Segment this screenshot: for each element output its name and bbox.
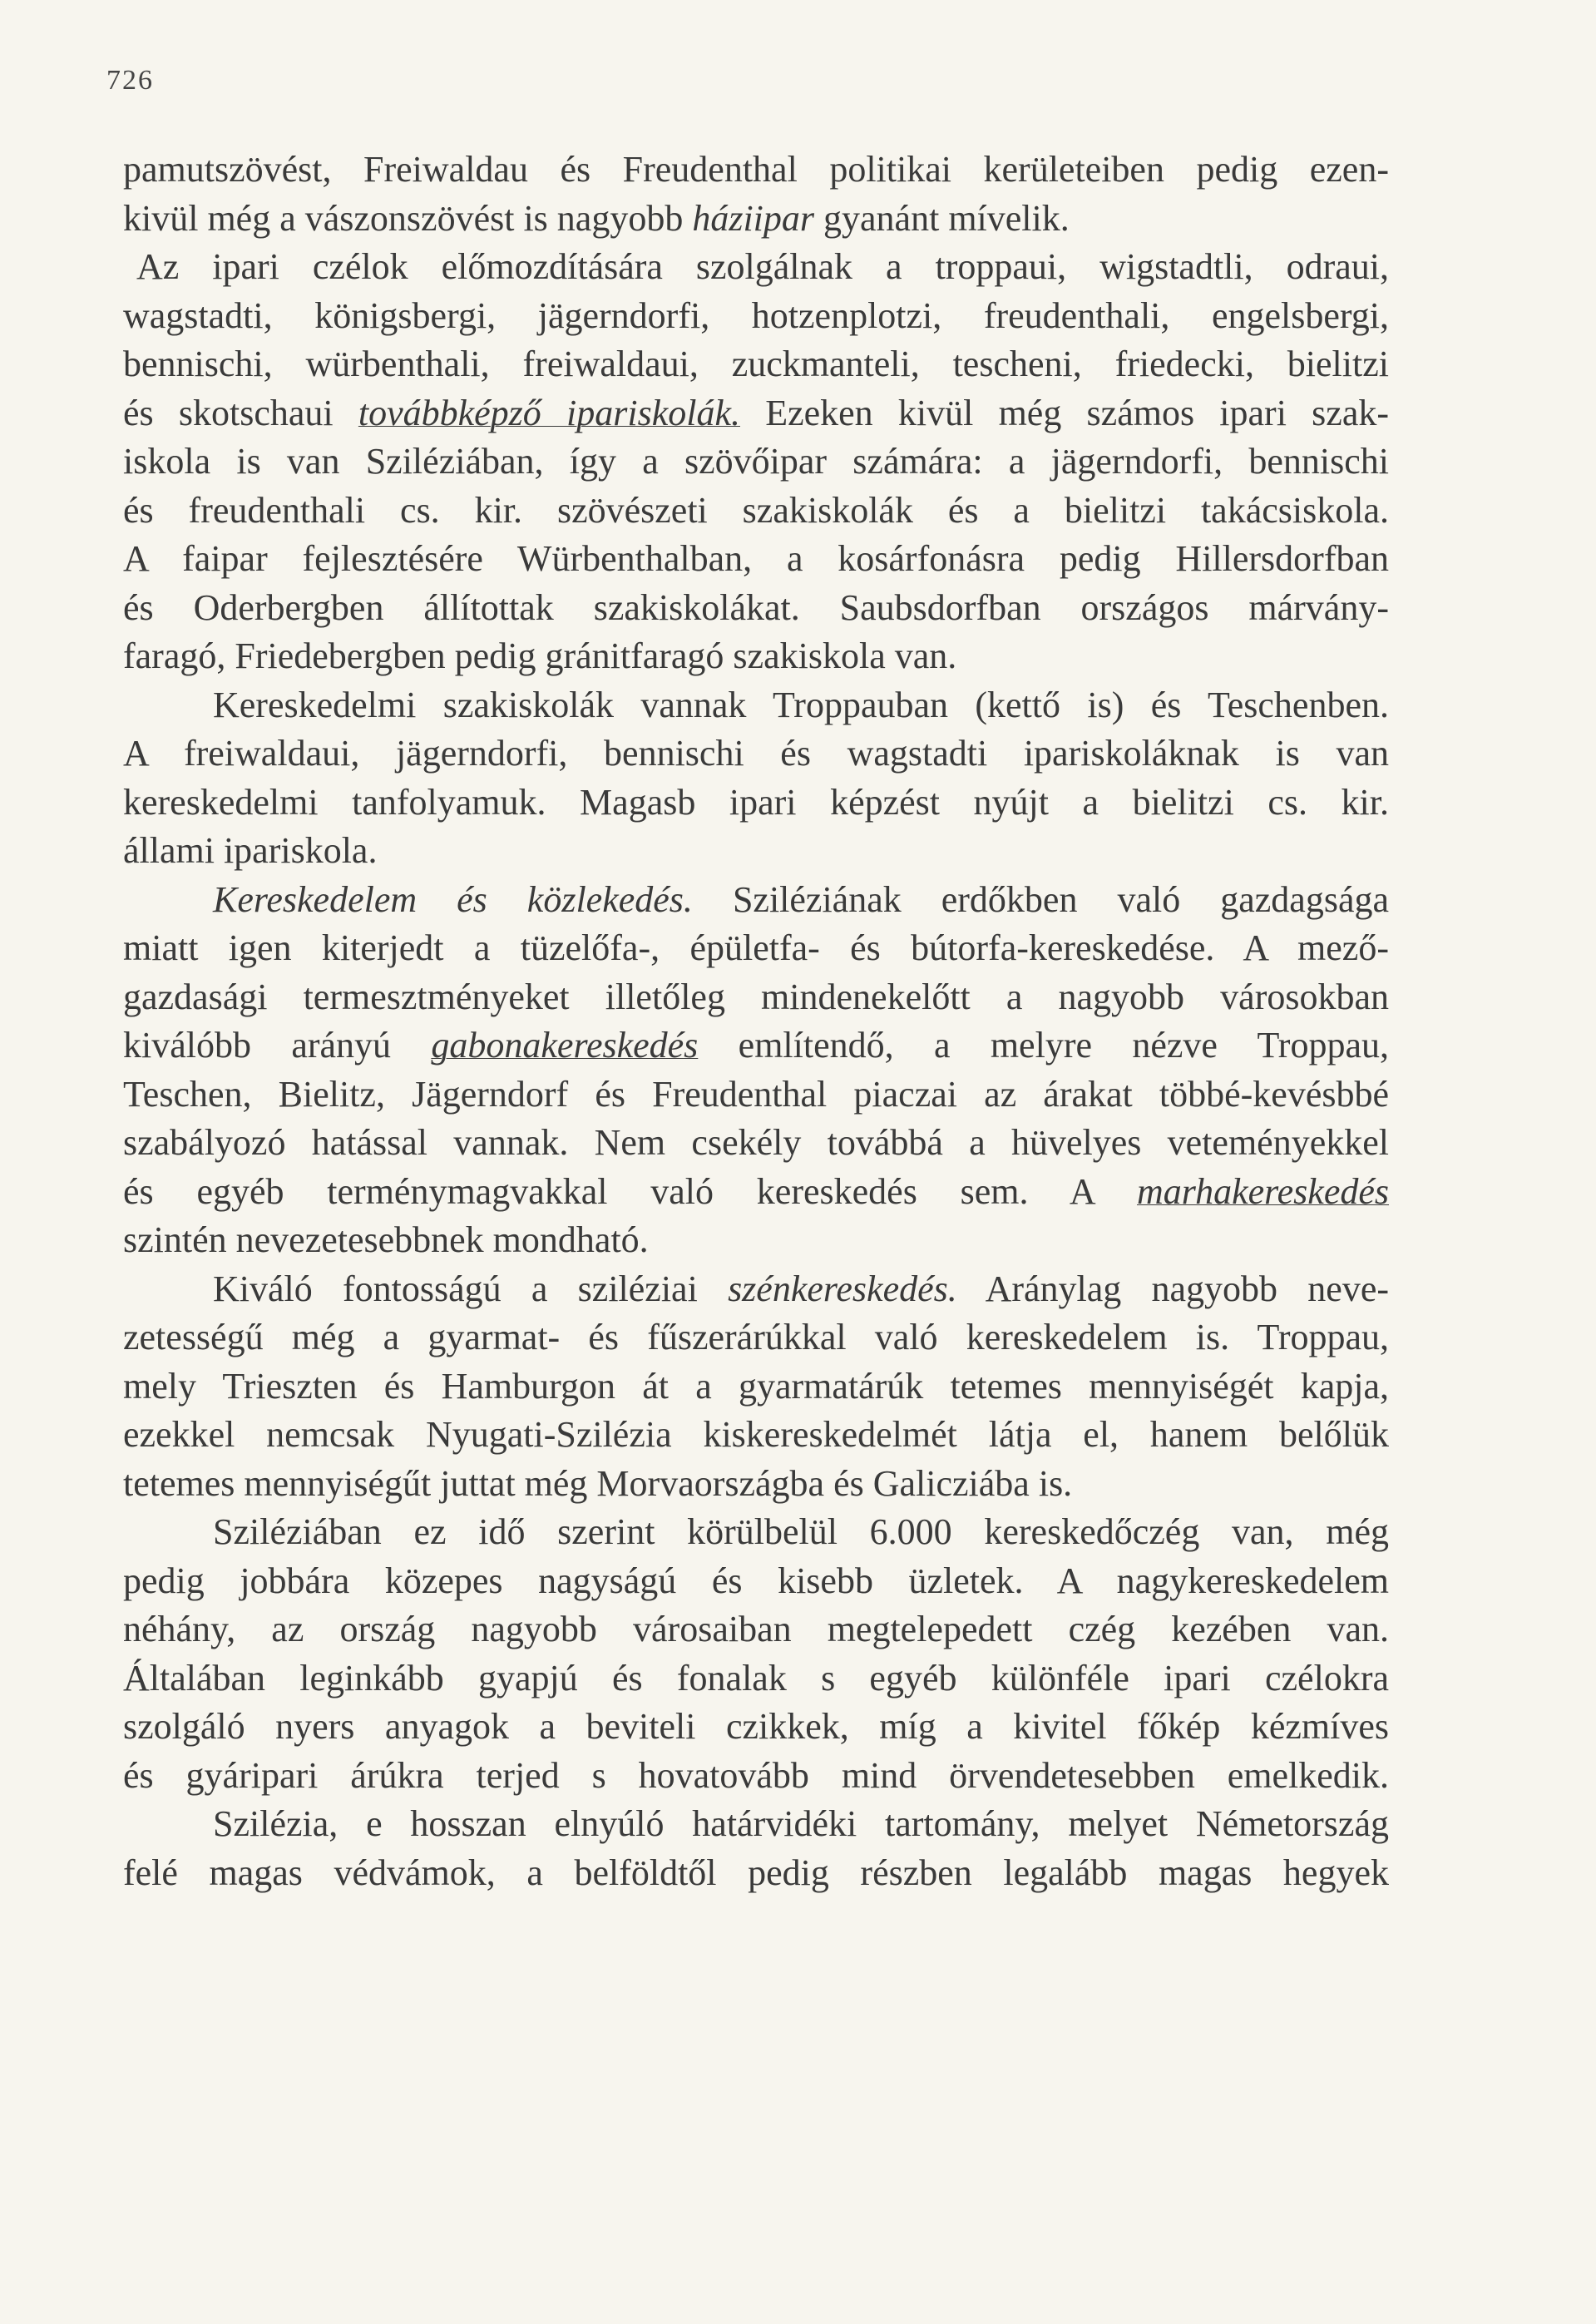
text-run: bennischi, würbenthali, freiwaldaui, zuckmanteli, tescheni, friedecki, bielitzi [123,344,1389,384]
text-run: pamutszövést, Freiwaldau és Freudenthal politikai kerületeiben pedig ezen- [123,149,1389,190]
text-run: gyanánt mívelik. [814,197,1070,239]
text-line [123,243,1389,292]
text-line [123,1168,1389,1217]
text-run: Általában leginkább gyapjú és fonalak s egyéb különféle ipari czélokra [123,1657,1389,1698]
text-run: és Oderbergben állítottak szakiskolákat. Saubsdorfban országos márvány- [123,586,1389,628]
text-line [123,924,1389,973]
emphasized-term: gabonakereskedés [431,1025,699,1066]
text-line [123,1508,1389,1557]
emphasized-term: szénkereskedés. [728,1268,957,1309]
text-run: pedig jobbára közepes nagyságú és kisebb üzletek. A nagykereskedelem [123,1560,1389,1601]
text-line [123,535,1389,584]
text-run: kereskedelmi tanfolyamuk. Magasb ipari képzést nyújt a bielitzi cs. kir. [123,781,1389,823]
text-run: faragó, Friedebergben pedig gránitfaragó szakiskola van. [123,635,957,676]
text-line [123,1703,1389,1752]
text-run: szabályozó hatással vannak. Nem csekély továbbá a hüvelyes veteményekkel [123,1122,1389,1163]
text-line [123,1216,1389,1265]
text-run: tetemes mennyiségűt juttat még Morvaországba és Galicziába is. [123,1462,1073,1504]
text-line [123,487,1389,536]
text-run: és gyáripari árúkra terjed s hovatovább mind örvendetesebben emelkedik. [123,1754,1389,1796]
text-line [123,584,1389,633]
text-run: Sziléziában ez idő szerint körülbelül 6.000 kereskedőczég van, még [213,1511,1389,1552]
text-line [123,1362,1389,1412]
text-run: Teschen, Bielitz, Jägerndorf és Freudenthal piaczai az árakat többé-kevésbbé [123,1073,1389,1115]
text-line [123,438,1389,487]
text-line [123,195,1389,244]
text-run: zetességű még a gyarmat- és fűszerárúkkal való kereskedelem is. Troppau, [123,1317,1389,1357]
emphasized-term: Kereskedelem és közlekedés. [213,878,693,920]
text-run: kiválóbb arányú [123,1025,432,1066]
text-run: Kereskedelmi szakiskolák vannak Troppauban (kettő is) és Teschenben. [213,684,1389,725]
text-run: említendő, a melyre nézve Troppau, [698,1025,1389,1066]
text-line [123,1752,1389,1801]
text-line [123,729,1389,779]
text-line [123,779,1389,828]
text-line [123,827,1389,876]
text-line [123,1071,1389,1120]
text-line [123,1654,1389,1703]
text-line [123,681,1389,730]
emphasized-term: továbbképző ipariskolák. [358,392,740,433]
text-line [123,1460,1389,1509]
text-run: A freiwaldaui, jägerndorfi, bennischi és wagstadti ipariskoláknak is van [123,733,1389,774]
text-run: mely Trieszten és Hamburgon át a gyarmatárúk tetemes mennyiségét kapja, [123,1365,1389,1407]
text-line [123,973,1389,1022]
text-run: szintén nevezetesebbnek mondható. [123,1219,649,1260]
text-line [123,146,1389,195]
emphasized-term: marhakereskedés [1136,1170,1389,1212]
text-run: A faipar fejlesztésére Würbenthalban, a kosárfonásra pedig Hillersdorfban [123,538,1389,579]
text-line [123,1557,1389,1606]
text-run: Kiváló fontosságú a sziléziai [213,1268,729,1309]
text-line [123,876,1389,925]
text-run: néhány, az ország nagyobb városaiban megtelepedett czég kezében van. [123,1609,1389,1649]
text-run: kivül még a vászonszövést is nagyobb [123,197,693,239]
text-line [123,292,1389,341]
text-run: miatt igen kiterjedt a tüzelőfa-, épületfa- és bútorfa-kereskedése. A mező- [123,927,1389,968]
emphasized-term: háziipar [692,197,815,239]
text-run: Sziléziának erdőkben való gazdagsága [692,878,1390,920]
text-line [123,632,1389,681]
text-run: és freudenthali cs. kir. szövészeti szakiskolák és a bielitzi takácsiskola. [123,489,1389,531]
text-line [123,1313,1389,1362]
text-run: Az ipari czélok előmozdítására szolgálnak a troppaui, wigstadtli, odraui, [136,246,1389,287]
text-run: Ezeken kivül még számos ipari szak- [740,392,1389,433]
text-run: wagstadti, königsbergi, jägerndorfi, hotzenplotzi, freudenthali, engelsbergi, [123,294,1389,336]
text-line [123,1849,1389,1898]
page-number: 726 [106,65,154,96]
body-text [123,146,1389,1897]
text-run: szolgáló nyers anyagok a beviteli czikkek, míg a kivitel főkép kézmíves [123,1706,1389,1747]
text-line [123,340,1389,389]
text-line [123,1411,1389,1460]
text-line [123,1800,1389,1849]
text-run: Szilézia, e hosszan elnyúló határvidéki tartomány, melyet Németország [213,1803,1389,1844]
text-line [123,1265,1389,1314]
text-run: és egyéb terménymagvakkal való kereskedés sem. A [123,1170,1137,1212]
text-run: iskola is van Sziléziában, így a szövőipar számára: a jägerndorfi, bennischi [123,441,1389,482]
text-run: és skotschaui [123,392,358,433]
text-run: gazdasági termesztményeket illetőleg mindenekelőtt a nagyobb városokban [123,976,1389,1017]
text-run: felé magas védvámok, a belföldtől pedig részben legalább magas hegyek [123,1852,1389,1893]
text-line [123,389,1389,438]
text-run: állami ipariskola. [123,830,378,871]
text-run: Aránylag nagyobb neve- [956,1268,1390,1309]
text-line [123,1021,1389,1071]
text-line [123,1605,1389,1654]
text-run: ezekkel nemcsak Nyugati-Szilézia kiskereskedelmét látja el, hanem belőlük [123,1414,1389,1455]
text-line [123,1119,1389,1168]
